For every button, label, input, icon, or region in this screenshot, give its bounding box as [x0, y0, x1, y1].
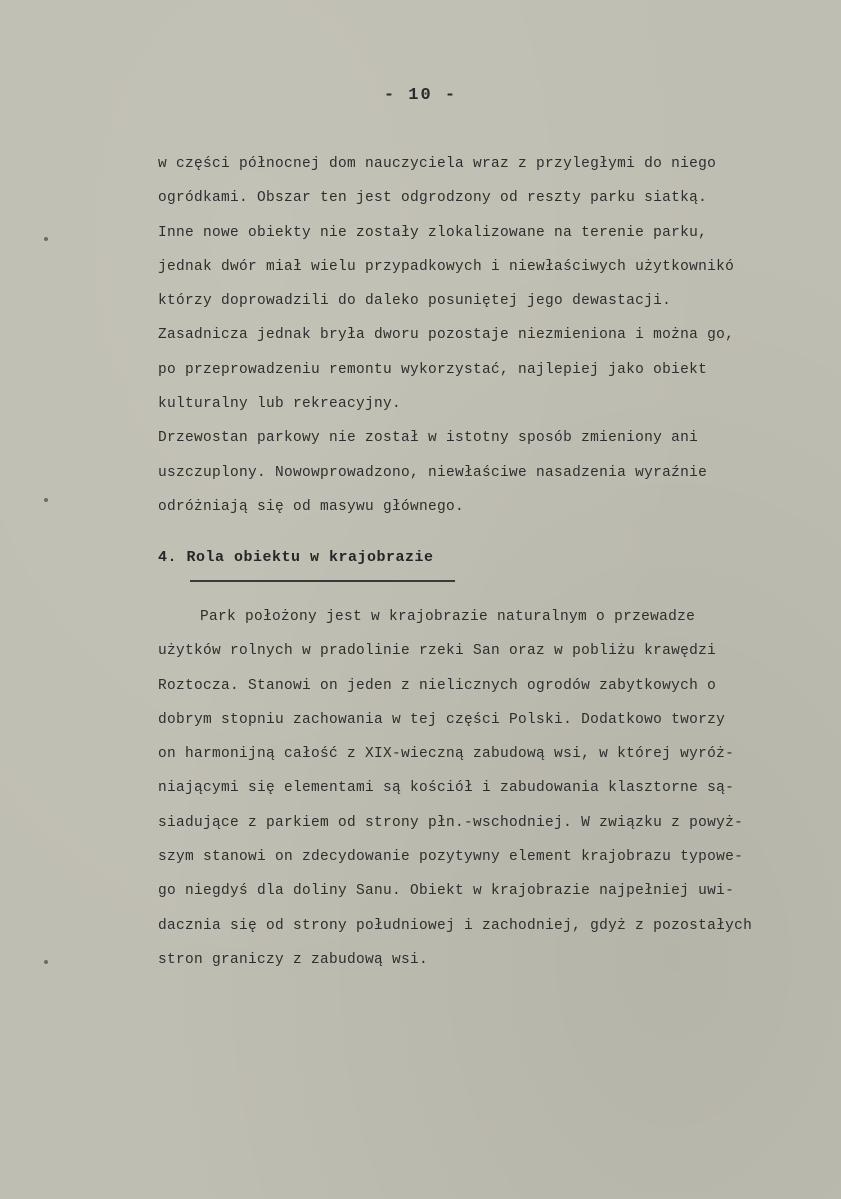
text-line: użytków rolnych w pradolinie rzeki San oraz w pobliżu krawędzi — [158, 643, 717, 660]
paragraph-dwor-park — [158, 147, 808, 524]
text-line: po przeprowadzeniu remontu wykorzystać, najlepiej jako obiekt — [158, 361, 708, 378]
text-line: stron graniczy z zabudową wsi. — [158, 951, 429, 968]
text-line: Park położony jest w krajobrazie naturalnym o przewadze — [200, 609, 696, 625]
text-line: Drzewostan parkowy nie został w istotny sposób zmieniony ani — [158, 430, 699, 447]
text-line: jednak dwór miał wielu przypadkowych i niewłaściwych użytkownikó — [158, 258, 735, 275]
text-line: on harmonijną całość z XIX-wieczną zabudową wsi, w której wyróż- — [158, 746, 735, 763]
text-line: szym stanowi on zdecydowanie pozytywny element krajobrazu typowe- — [158, 849, 744, 866]
text-line: uszczuplony. Nowowprowadzono, niewłaściwe nasadzenia wyraźnie — [158, 464, 708, 481]
text-line: którzy doprowadzili do daleko posuniętej jego dewastacji. — [158, 293, 672, 310]
text-line: w części północnej dom nauczyciela wraz z przyległymi do niego — [158, 156, 717, 172]
text-line: Roztocza. Stanowi on jeden z nielicznych ogrodów zabytkowych o — [158, 677, 717, 694]
page-number: - 10 - — [383, 86, 458, 105]
text-line: dobrym stopniu zachowania w tej części Polski. Dodatkowo tworzy — [158, 711, 726, 728]
binder-hole-mark — [44, 960, 48, 964]
binder-hole-mark — [44, 237, 48, 241]
text-line: niającymi się elementami są kościół i zabudowania klasztorne są- — [158, 780, 735, 797]
paragraph-rola-obiektu — [158, 600, 808, 977]
text-line: Zasadnicza jednak bryła dworu pozostaje niezmieniona i można go, — [158, 327, 735, 344]
section-heading: 4. Rola obiektu w krajobrazie — [158, 549, 434, 566]
text-line: dacznia się od strony południowej i zachodniej, gdyż z pozostałych — [158, 917, 753, 934]
binder-hole-mark — [44, 498, 48, 502]
text-line: siadujące z parkiem od strony płn.-wschodniej. W związku z powyż- — [158, 814, 744, 831]
text-line: Inne nowe obiekty nie zostały zlokalizowane na terenie parku, — [158, 224, 708, 241]
text-line: go niegdyś dla doliny Sanu. Obiekt w krajobrazie najpełniej uwi- — [158, 883, 735, 900]
text-line: ogródkami. Obszar ten jest odgrodzony od reszty parku siatką. — [158, 190, 708, 207]
text-line: kulturalny lub rekreacyjny. — [158, 396, 402, 413]
text-line: odróżniają się od masywu głównego. — [158, 498, 465, 515]
heading-underline — [190, 580, 455, 582]
